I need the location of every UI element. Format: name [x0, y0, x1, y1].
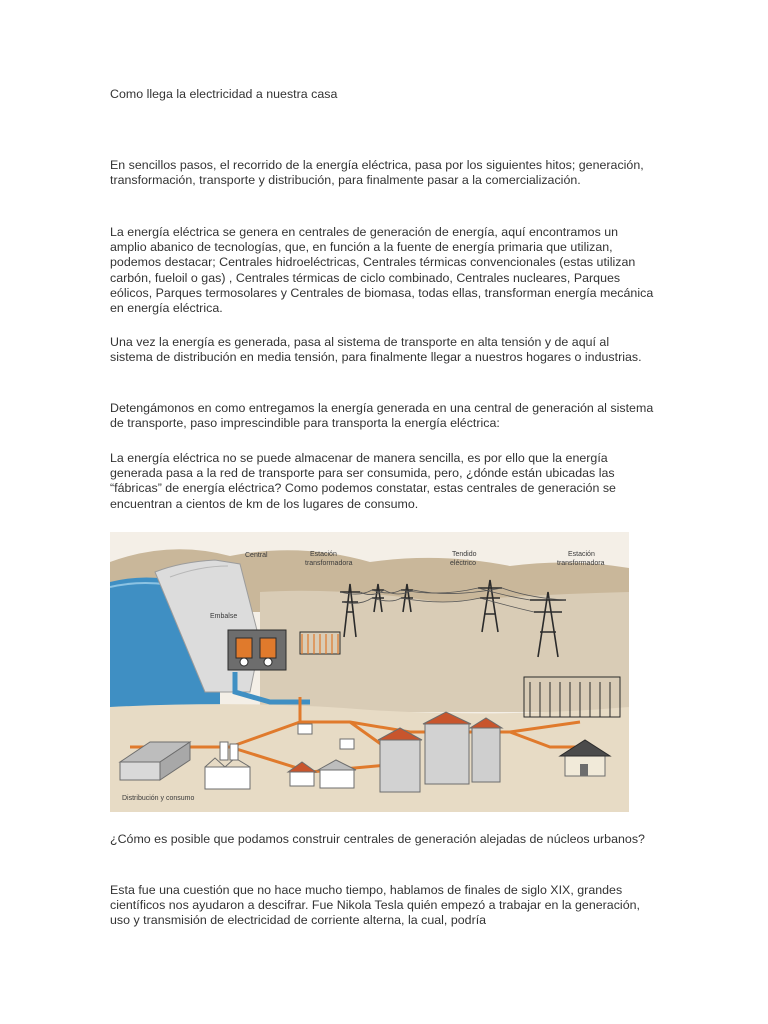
label-tendido-a: Tendido — [452, 551, 477, 558]
terrain — [260, 591, 629, 712]
label-estacion-2a: Estación — [568, 551, 595, 558]
paragraph-4: Detengámonos en como entregamos la energía generada en una central de generación al sistema de transporte, paso imprescindible para transporta la energía eléctrica: — [110, 401, 654, 431]
paragraph-6: ¿Cómo es posible que podamos construir centrales de generación alejadas de núcleos urbanos? — [110, 832, 645, 846]
electricity-diagram — [110, 532, 629, 812]
paragraph-7: Esta fue una cuestión que no hace mucho tiempo, hablamos de finales de siglo XIX, grandes científicos nos ayudaron a descifrar. Fue Nikola Tesla quién empezó a trabajar en la generación, uso y transmisión de electricidad de corriente alterna, la cual, podría — [110, 883, 640, 928]
paragraph-2: La energía eléctrica se genera en centrales de generación de energía, aquí encontramos un amplio abanico de tecnologías, que, en función a la fuente de energía primaria que utilizan, podemos destacar; Centrales hidroeléctricas, Centrales térmicas convencionales (estas utilizan carbón, fueloil o gas) , Centrales térmicas de ciclo combinado, Centrales nucleares, Parques eólicos, Parques termosolares y Centrales de biomasa, todas ellas, transforman energía mecánica en energía eléctrica. — [110, 225, 654, 316]
label-tendido-b: eléctrico — [450, 560, 477, 567]
paragraph-3: Una vez la energía es generada, pasa al sistema de transporte en alta tensión y de aquí al sistema de distribución en media tensión, para finalmente llegar a nuestros hogares o industrias. — [110, 335, 642, 365]
label-estacion-2b: transformadora — [557, 560, 605, 567]
paragraph-1: En sencillos pasos, el recorrido de la energía eléctrica, pasa por los siguientes hitos; generación, transformación, transporte y distribución, para finalmente pasar a la comercialización. — [110, 158, 644, 188]
label-embalse: Embalse — [210, 613, 238, 620]
paragraph-5: La energía eléctrica no se puede almacenar de manera sencilla, es por ello que la energía generada pasa a la red de transporte para ser consumida, pero, ¿dónde están ubicadas las “fábricas” de energía eléctrica? Como podemos constatar, estas centrales de generación se encuentran a cientos de km de los lugares de consumo. — [110, 451, 616, 511]
label-estacion-1b: transformadora — [305, 560, 353, 567]
label-distribucion: Distribución y consumo — [122, 795, 195, 802]
document-title: Como llega la electricidad a nuestra casa — [110, 87, 338, 101]
label-central: Central — [245, 552, 268, 559]
label-estacion-1a: Estación — [310, 551, 337, 558]
